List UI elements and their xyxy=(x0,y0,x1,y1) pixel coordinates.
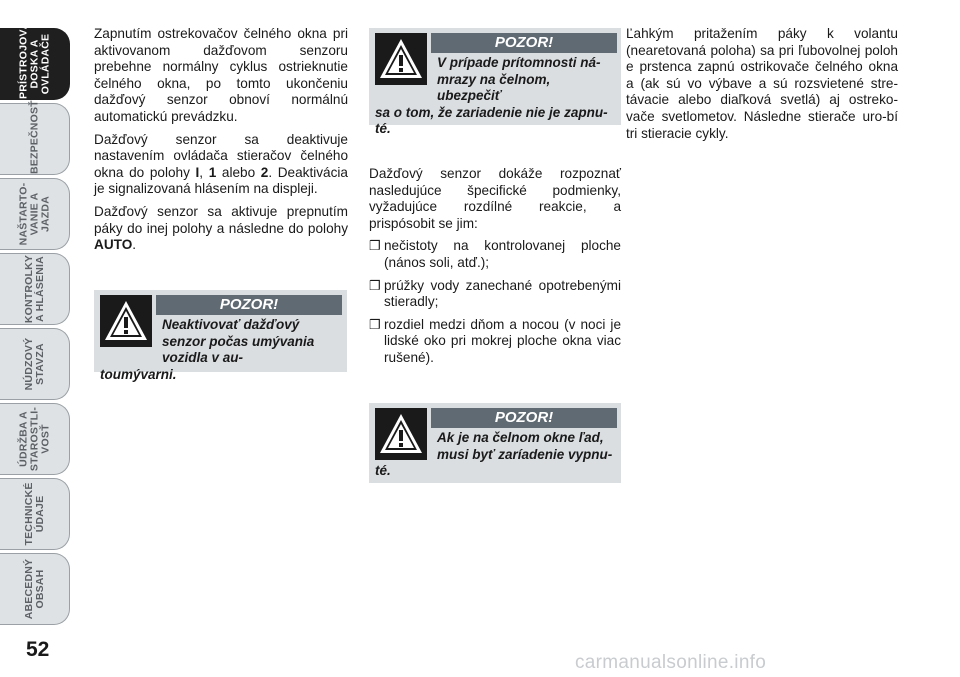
chapter-tabs xyxy=(0,21,72,628)
warning-box xyxy=(369,403,621,483)
warning-text: Neaktivovať dažďový senzor počas umývania vozidla v au- toumývarni. xyxy=(100,317,315,382)
tab-label: ABECEDNÝ OBSAH xyxy=(22,558,46,620)
column-3 xyxy=(626,26,898,148)
warning-box xyxy=(369,28,621,136)
tab-kontrolky[interactable] xyxy=(0,253,70,325)
warning-header: POZOR! xyxy=(431,408,617,428)
column-2 xyxy=(369,166,621,373)
checkbox-bullet-icon: ❒ xyxy=(369,238,381,254)
checkbox-bullet-icon: ❒ xyxy=(369,316,381,332)
tab-abecedny-obsah[interactable] xyxy=(0,553,70,625)
tab-label: PRÍSTROJOVÁ DOSKA A OVLÁDAČE xyxy=(17,21,51,99)
tab-label: NÚDZOVÝ STAVZA xyxy=(22,337,46,391)
tab-technicke-udaje[interactable] xyxy=(0,478,70,550)
tab-label: KONTROLKY A HLÁSENIA xyxy=(22,254,46,324)
paragraph: Ľahkým pritažením páky k volantu (nearetovaná poloha) sa pri ľubovolnej poloh e prstenca zapnú ostrikovače čelného okna a (ak sú vo výbave a sú rozsvietené stre-távacie alebo diaľková svetlá) aj ostreko-vače svetlometov. Následne stierače uro-bí tri stieracie cykly. xyxy=(626,26,898,141)
paragraph: Dažďový senzor sa aktivuje prepnutím páky do inej polohy a následne do polohy AUTO. xyxy=(94,203,348,253)
column-1 xyxy=(94,26,348,260)
warning-header: POZOR! xyxy=(156,295,342,315)
tab-label: TECHNICKÉ ÚDAJE xyxy=(22,482,46,546)
warning-text: Ak je na čelnom okne ľad, musi byť zaríadenie vypnu- té. xyxy=(375,430,613,478)
watermark: carmanualsonline.info xyxy=(575,652,767,673)
warning-text: V prípade prítomnosti ná-mrazy na čelnom, ubezpečiť sa o tom, že zariadenie nie je zapnu-té. xyxy=(375,55,608,136)
warning-header: POZOR! xyxy=(431,33,617,53)
paragraph: Dažďový senzor sa deaktivuje nastavením ovládača stieračov čelného okna do polohy I, 1 alebo 2. Deaktivácia je signalizovaná hlásením na displeji. xyxy=(94,131,348,197)
paragraph: Zapnutím ostrekovačov čelného okna pri aktivovanom dažďovom senzoru prebehne normálny cyklus ostrieknutie čelného okna, po tomto ukončeniu dažďový senzor obnoví normálnú automatickú prevádzku. xyxy=(94,26,348,124)
tab-label: NAŠTARTO- VANIE A JAZDA xyxy=(17,182,51,246)
tab-label: ÚDRŽBA A STAROSTLI- VOSŤ xyxy=(17,406,51,472)
tab-nudzovy-stav[interactable] xyxy=(0,328,70,400)
list-item: ❒ nečistoty na kontrolovanej ploche (nános soli, atď.); xyxy=(369,238,621,270)
page-number: 52 xyxy=(26,638,50,661)
checkbox-bullet-icon: ❒ xyxy=(369,277,381,293)
list-item: ❒ prúžky vody zanechané opotrebenými stieradly; xyxy=(369,277,621,310)
warning-box xyxy=(94,290,347,382)
tab-nastartovanie[interactable] xyxy=(0,178,70,250)
tab-bezpecnost[interactable] xyxy=(0,100,70,175)
tab-label: BEZPEČNOSŤ xyxy=(28,100,40,174)
tab-udrzba[interactable] xyxy=(0,403,70,475)
paragraph: Dažďový senzor dokáže rozpoznať nasledujúce špecifické podmienky, vyžadujúce rozdílné reakcie, a prispósobit se jim: xyxy=(369,166,621,231)
tab-pristrojova-doska[interactable] xyxy=(0,21,70,100)
list-item: ❒ rozdiel medzi dňom a nocou (v noci je lidské oko pri mokrej ploche okna viac rušené). xyxy=(369,316,621,365)
